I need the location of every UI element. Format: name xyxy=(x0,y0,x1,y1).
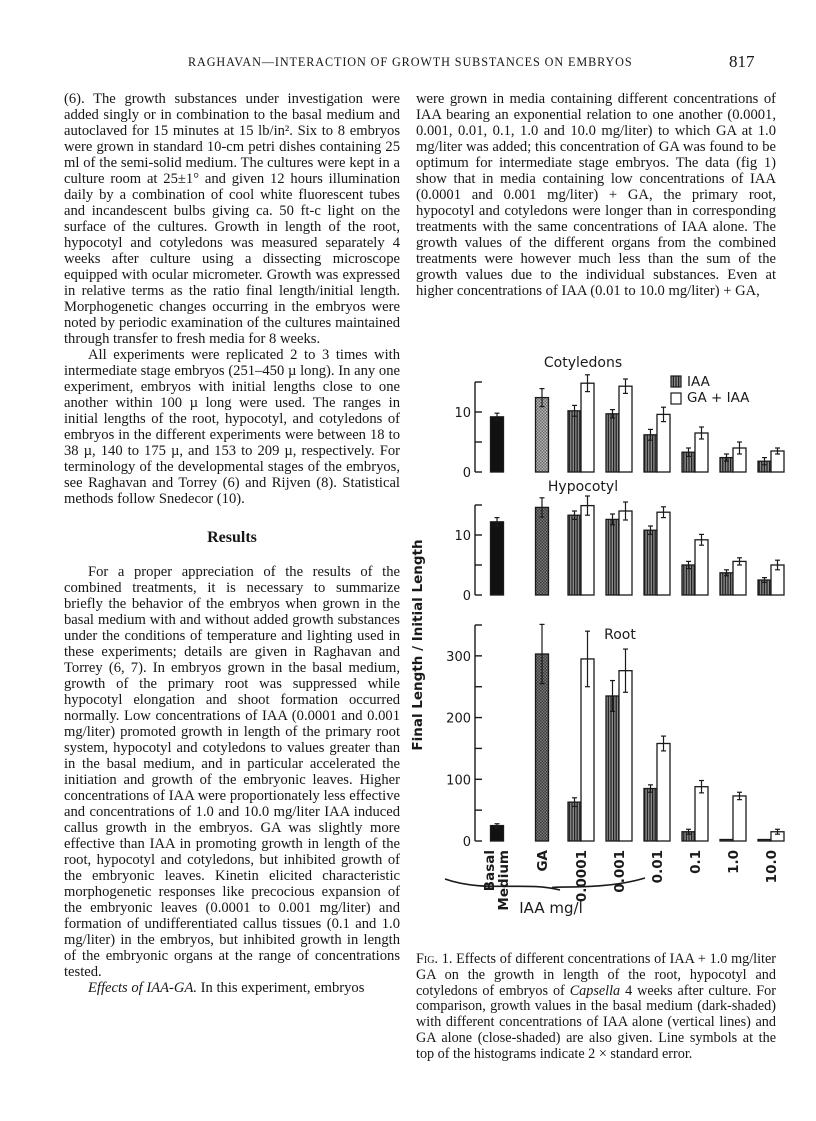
y-tick-label: 10 xyxy=(454,529,471,544)
bar-ga xyxy=(536,507,549,595)
caption-figure-number: Fig. 1. xyxy=(416,951,453,967)
bar-basal-medium xyxy=(491,417,504,472)
bar-iaa xyxy=(606,696,619,841)
bar-ga-iaa xyxy=(695,540,708,595)
panel-hypocotyl xyxy=(454,479,784,604)
chart-panels xyxy=(446,355,784,850)
x-tick-label: 10.0 xyxy=(764,850,780,884)
x-tick-label: 0.001 xyxy=(612,850,628,893)
legend-label-ga-iaa: GA + IAA xyxy=(687,390,750,406)
y-tick-label: 10 xyxy=(454,406,471,421)
y-tick-label: 0 xyxy=(462,466,471,481)
bar-iaa xyxy=(606,414,619,472)
caption-tail: 4 weeks after culture. For comparison, growth values in the basal medium (dark-shaded) with different concentrations of IAA alone (vertical lines) and GA alone (close-shaded) are also given. Line symbols at the top of the histograms indicate 2 × standard error. xyxy=(416,982,776,1062)
legend-swatch-ga-iaa xyxy=(671,393,681,404)
x-tick-label: 0.01 xyxy=(650,850,666,884)
y-tick-label: 200 xyxy=(446,711,471,727)
bar-ga-iaa xyxy=(657,512,670,595)
subsection-lead: Effects of IAA-GA. xyxy=(88,980,198,996)
y-tick-label: 300 xyxy=(446,649,471,665)
bar-ga-iaa xyxy=(581,383,594,472)
legend xyxy=(671,374,750,406)
bar-iaa xyxy=(682,565,695,595)
figure-1-chart xyxy=(405,345,805,920)
bar-iaa xyxy=(568,411,581,472)
bar-iaa xyxy=(568,515,581,595)
bar-ga-iaa xyxy=(657,743,670,841)
figure-caption xyxy=(416,952,776,1063)
bar-ga-iaa xyxy=(733,796,746,841)
bar-ga-iaa xyxy=(619,671,632,841)
y-tick-label: 0 xyxy=(462,835,471,850)
running-header xyxy=(0,52,816,72)
bar-iaa xyxy=(720,840,733,842)
bar-iaa xyxy=(758,840,771,842)
panel-title: Root xyxy=(604,627,636,643)
bar-chart xyxy=(405,345,805,920)
left-column xyxy=(64,91,400,996)
caption-text: Effects of different concentrations of IAA + 1.0 mg/liter GA on the growth in length of the root, hypocotyl and cotyledons of embryos of xyxy=(416,951,776,999)
x-tick-label: 0.1 xyxy=(688,850,704,874)
y-tick-label: 0 xyxy=(462,589,471,604)
running-title: RAGHAVAN—INTERACTION OF GROWTH SUBSTANCES ON EMBRYOS xyxy=(188,55,633,69)
bar-iaa xyxy=(568,802,581,841)
panel-title: Cotyledons xyxy=(543,355,623,371)
bar-ga-iaa xyxy=(657,414,670,472)
section-heading-results: Results xyxy=(207,529,257,546)
bar-ga-iaa xyxy=(619,511,632,595)
bar-iaa xyxy=(644,789,657,841)
right-column xyxy=(416,91,776,299)
paragraph-iaa-ga xyxy=(64,980,400,996)
y-axis-label: Final Length / Initial Length xyxy=(410,539,426,751)
paragraph-iaa-ga-continued: were grown in media containing different concentrations of IAA bearing an exponential relation to one another (0.0001, 0.001, 0.01, 0.1, 1.0 and 10.0 mg/liter) to which GA at 1.0 mg/liter was added; this concentration of GA was found to be optimum for intermediate stage embryos. The data (fig 1) show that in media containing low concentrations of IAA (0.0001 and 0.001 mg/liter) + GA, the primary root, hypocotyl and cotyledons were longer than in corresponding treatments with the same concentrations of IAA alone. The growth values of the different organs from the combined treatments were however much less than the sum of the growth values due to the individual substances. Even at higher concentrations of IAA (0.01 to 10.0 mg/liter) + GA, xyxy=(416,91,776,299)
page-number: 817 xyxy=(729,52,755,71)
x-tick-label: Medium xyxy=(496,850,512,911)
bar-basal-medium xyxy=(491,522,504,595)
legend-label-iaa: IAA xyxy=(687,374,710,390)
y-tick-label: 100 xyxy=(446,773,471,789)
bar-ga-iaa xyxy=(733,561,746,595)
x-tick-label: 1.0 xyxy=(726,850,742,874)
x-tick-label: Basal xyxy=(482,850,498,892)
bar-ga-iaa xyxy=(695,787,708,841)
paragraph-replication: All experiments were replicated 2 to 3 times with intermediate stage embryos (251–450 µ long). In any one experiment, embryos with initial lengths close to one another within 100 µ long were used. The ranges in initial lengths of the root, hypocotyl, and cotyledons of embryos in the different experiments were between 18 to 38 µ, 140 to 175 µ, and 153 to 209 µ, respectively. For terminology of the developmental stages of the embryos, see Raghavan and Torrey (6) and Rijven (8). Statistical methods follow Snedecor (10). xyxy=(64,347,400,507)
panel-cotyledons xyxy=(454,355,784,481)
panel-root xyxy=(446,624,784,850)
bar-iaa xyxy=(606,519,619,595)
x-tick-label: GA xyxy=(535,850,551,872)
paragraph-iaa-ga-text: In this experiment, embryos xyxy=(197,980,365,996)
bar-ga xyxy=(536,398,549,472)
bar-ga-iaa xyxy=(581,506,594,595)
panel-title: Hypocotyl xyxy=(547,479,619,495)
bar-iaa xyxy=(644,530,657,595)
x-axis-label: IAA mg/l xyxy=(519,899,583,917)
legend-swatch-iaa xyxy=(671,376,681,387)
caption-genus: Capsella xyxy=(569,982,621,999)
paragraph-results-intro: For a proper appreciation of the results of the combined treatments, it is necessary to summarize briefly the behavior of the embryos when grown in the basal medium with and without added growth substances under the conditions of temperature and lighting used in these experiments; details are given in Raghavan and Torrey (6, 7). In embryos grown in the basal medium, growth of the primary root was suppressed while hypocotyl elongation and shoot formation occurred normally. Low concentrations of IAA (0.0001 and 0.001 mg/liter) promoted growth in length of the primary root system, hypocotyl and cotyledons to values greater than in the basal medium, and in particular accelerated the initiation and growth of the embryonic leaves. Higher concentrations of IAA were proportionately less effective and concentrations of 1.0 and 10.0 mg/liter IAA induced callus growth in the embryos. GA was slightly more effective than IAA in promoting growth in length of the root, hypocotyl and cotyledons, but inhibited growth of the embryonic leaves. Kinetin elicited characteristic morphogenetic responses like precocious expansion of the embryonic leaves (0.0001 to 0.001 mg/liter) and formation of undifferentiated callus tissues (0.1 and 1.0 mg/liter) in the embryos, but inhibited growth in length of the embryonic organs at the range of concentrations tested. xyxy=(64,564,400,980)
x-tick-label: 0.0001 xyxy=(574,850,590,903)
paragraph-methods: (6). The growth substances under investigation were added singly or in combination to the basal medium and autoclaved for 15 minutes at 15 lb/in². Six to 8 embryos were grown in standard 10-cm petri dishes containing 25 ml of the semi-solid medium. The cultures were kept in a culture room at 25±1° and given 12 hours illumination daily by a combination of cool white fluorescent tubes and incandescent bulbs giving ca. 50 ft-c light on the surface of the cultures. Growth in length of the root, hypocotyl and cotyledons was measured separately 4 weeks after culture using a dissecting microscope equipped with ocular micrometer. Growth was expressed in relative terms as the ratio final length/initial length. Morphogenetic changes occurring in the embryos were noted by periodic examination of the cultures maintained through transfer to fresh media for 8 weeks. xyxy=(64,91,400,347)
bar-ga-iaa xyxy=(619,386,632,472)
